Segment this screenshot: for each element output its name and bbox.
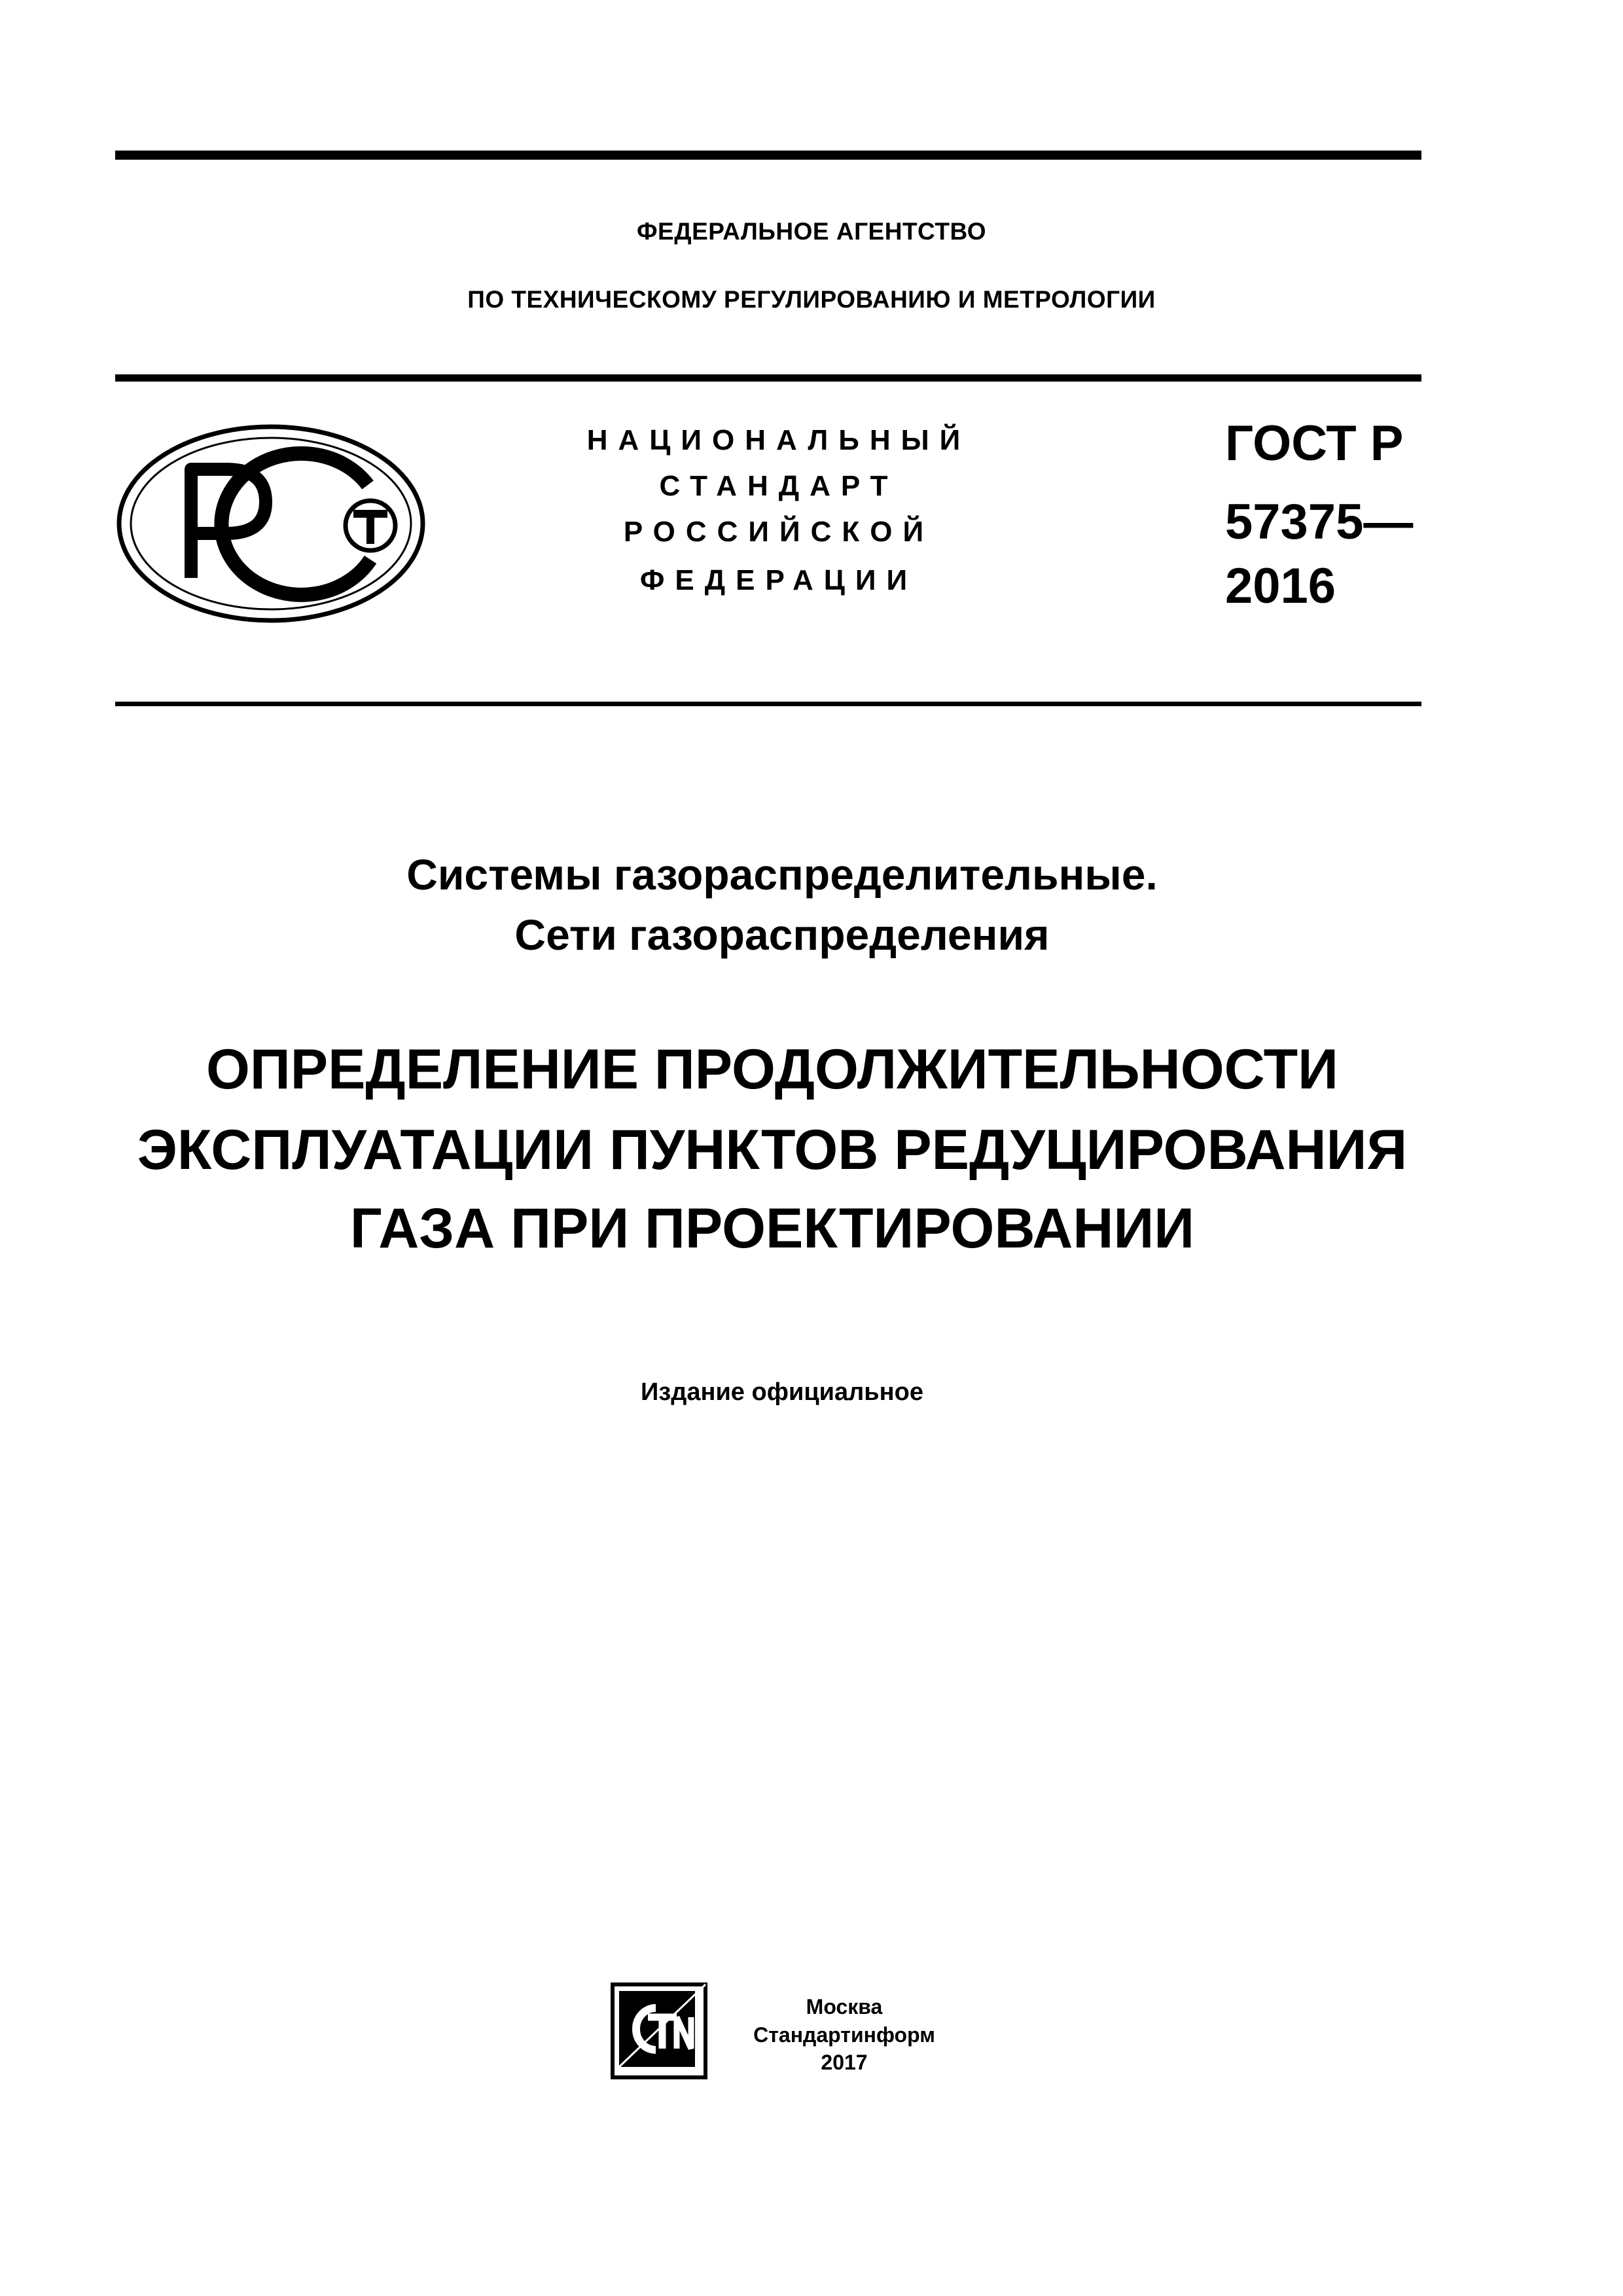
standard-type-line-1: НАЦИОНАЛЬНЫЙ <box>586 424 971 456</box>
agency-line-1: ФЕДЕРАЛЬНОЕ АГЕНТСТВО <box>636 218 987 245</box>
subtitle-line-1: Системы газораспределительные. <box>406 850 1158 899</box>
edition-label: Издание официальное <box>641 1378 923 1406</box>
top-rule <box>115 151 1421 160</box>
publisher-year: 2017 <box>821 2051 868 2074</box>
agency-line-2: ПО ТЕХНИЧЕСКОМУ РЕГУЛИРОВАНИЮ И МЕТРОЛОГИИ <box>467 286 1156 313</box>
publisher-city: Москва <box>806 1995 883 2018</box>
bottom-rule <box>115 702 1421 706</box>
designation-line-2: 57375— <box>1225 494 1414 550</box>
standard-type-line-4: ФЕДЕРАЦИИ <box>639 564 918 596</box>
standartinform-logo-icon <box>610 1982 708 2080</box>
standard-type-line-3: РОССИЙСКОЙ <box>623 516 935 548</box>
rst-certification-emblem-icon <box>114 422 428 625</box>
subtitle-line-2: Сети газораспределения <box>514 910 1050 959</box>
title-line-1: ОПРЕДЕЛЕНИЕ ПРОДОЛЖИТЕЛЬНОСТИ <box>206 1038 1338 1101</box>
standard-type-line-2: СТАНДАРТ <box>659 470 899 502</box>
designation-line-3: 2016 <box>1225 558 1336 614</box>
middle-rule <box>115 374 1421 382</box>
title-line-3: ГАЗА ПРИ ПРОЕКТИРОВАНИИ <box>349 1197 1195 1260</box>
designation-line-1: ГОСТ Р <box>1225 416 1404 471</box>
title-line-2: ЭКСПЛУАТАЦИИ ПУНКТОВ РЕДУЦИРОВАНИЯ <box>137 1119 1408 1181</box>
publisher-name: Стандартинформ <box>753 2023 935 2047</box>
